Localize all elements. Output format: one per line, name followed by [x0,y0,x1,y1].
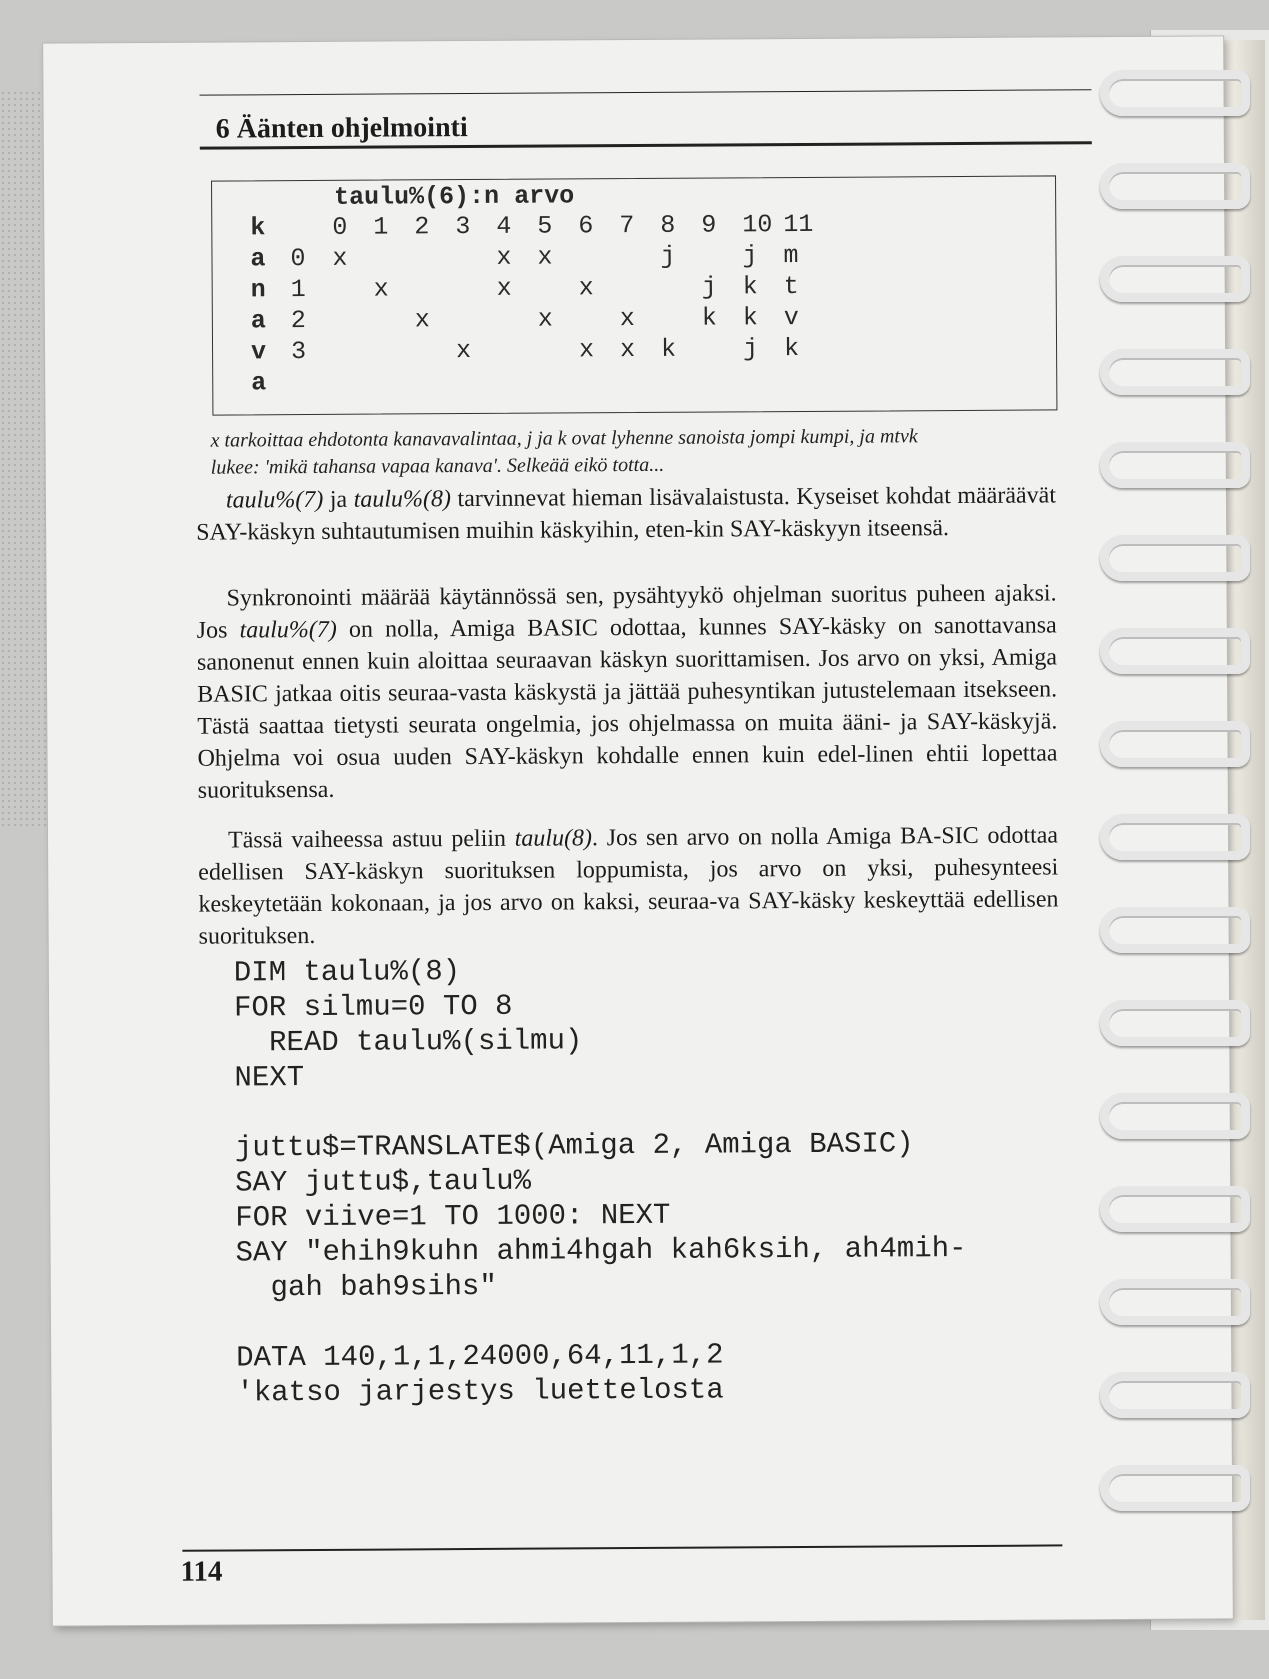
table-cell: k [701,303,717,333]
table-caption [211,422,1071,481]
p3-text-2: . Jos sen arvo on nolla Amiga BA-SIC odottaa edellisen SAY-käskyn suorituksen loppumista, jos arvo on yksi, puhesynteesi keskeytetään kokonaan, ja jos arvo on kaksi, seuraa-va SAY-käsky keskeyttää edellisen suorituksen. [198,822,1059,950]
inline-code-taulu7: taulu%(7) [239,616,337,644]
page-number: 114 [180,1555,223,1588]
spiral-coil [1100,721,1250,767]
column-header: 8 [660,210,676,240]
column-header: 6 [578,211,594,241]
table-cell: x [537,242,553,272]
chapter-title: 6 Äänten ohjelmointi [215,112,468,145]
p1-text-2: tarvinnevat hieman lisävalaistusta. Kyseiset kohdat määräävät SAY-käskyn suhtautumisen muihin käskyihin, eten-kin SAY-käskyyn itseensä. [196,482,1057,546]
paragraph-2 [196,577,1057,806]
spiral-coil [1100,814,1250,860]
column-header: 0 [332,212,348,242]
book-page [43,36,1233,1625]
column-header: 5 [537,211,553,241]
row-label: 1 [290,275,306,305]
spiral-coil [1100,1372,1250,1418]
caption-line-2: lukee: 'mikä tahansa vapaa kanava'. Selkeää eikö totta... [210,453,665,479]
table-cell: x [332,243,348,273]
row-label: 3 [290,337,307,367]
spiral-coil [1100,1000,1250,1046]
p2-text-1: Synkronointi määrää käytännössä sen, pysähtyykö ohjelman suoritus puheen ajaksi. Jos [196,580,1057,644]
side-label-letter: a [250,306,266,336]
code-line: DATA 140,1,1,24000,64,11,1,2 [236,1338,724,1375]
spiral-coil [1100,349,1250,395]
column-header: 4 [496,211,512,241]
table-cell: x [496,273,512,303]
spiral-binding [1100,60,1269,1620]
spiral-coil [1100,256,1250,302]
column-header: 1 [373,212,389,242]
spiral-coil [1100,628,1250,674]
p3-text-1: Tässä vaiheessa astuu peliin [227,825,515,854]
paragraph-1 [196,479,1056,548]
caption-line-1: x tarkoittaa ehdotonta kanavavalintaa, j ja k ovat lyhenne sanoista jompi kumpi, ja mtvk [210,425,918,452]
column-header: 10 [742,210,773,240]
table-cell: k [660,334,677,364]
table-cell: j [701,272,717,302]
footer-rule [182,1544,1062,1551]
table-cell: j [660,241,676,271]
code-line: FOR silmu=0 TO 8 [233,989,513,1025]
paragraph-3 [198,819,1059,952]
p1-text-1: ja [323,486,354,513]
side-label-letter: a [250,244,266,274]
table-cell: x [414,305,430,335]
side-label-letter: k [250,213,266,243]
code-line: 'katso jarjestys luettelosta [236,1373,724,1410]
code-line [236,1301,967,1340]
spiral-coil [1100,70,1250,116]
code-listing [234,951,968,1410]
row-label: 2 [290,306,306,336]
code-line: SAY "ehih9kuhn ahmi4hgah kah6ksih, ah4mih- [235,1232,967,1270]
code-line: gah bah9sihs" [235,1269,497,1305]
spiral-coil [1100,1465,1250,1511]
inline-code-taulu8: taulu%(8) [353,486,452,513]
channel-table [211,175,1057,415]
table-cell: x [578,273,594,303]
spiral-coil [1100,1093,1250,1139]
table-cell: x [373,274,389,304]
spiral-coil [1100,442,1250,488]
table-cell: x [619,335,636,365]
row-label: 0 [290,244,306,274]
code-line: FOR viive=1 TO 1000: NEXT [235,1198,671,1235]
spiral-coil [1100,163,1250,209]
table-cell: k [742,303,758,333]
side-label-letter: a [251,368,267,398]
table-cell: k [783,334,800,364]
code-line: SAY juttu$,taulu% [235,1164,532,1200]
code-line: READ taulu%(silmu) [234,1024,583,1060]
code-line: NEXT [234,1061,305,1095]
code-line: DIM taulu%(8) [233,955,461,990]
table-title: taulu%(6):n arvo [334,181,575,212]
spiral-coil [1100,535,1250,581]
table-cell: k [742,272,758,302]
side-label-letter: v [250,337,267,367]
table-cell: v [783,303,799,333]
table-cell: j [742,334,759,364]
column-header: 2 [414,212,430,242]
table-cell: j [742,241,758,271]
code-line: juttu$=TRANSLATE$(Amiga 2, Amiga BASIC) [234,1127,914,1165]
column-header: 3 [455,212,471,242]
spiral-coil [1100,1279,1250,1325]
spiral-coil [1100,1186,1250,1232]
column-header: 7 [619,211,635,241]
header-rule-top [199,89,1091,95]
table-cell: m [783,241,799,271]
column-header: 9 [701,210,717,240]
p2-text-2: on nolla, Amiga BASIC odottaa, kunnes SAY-käsky on sanottavansa sanonenut ennen kuin aloittaa seuraavan käskyn suorittamisen. Jos arvo on yksi, Amiga BASIC jatkaa oitis seuraa-vasta käskystä ja jättää puhesyntikan jutustelemaan itsekseen. Tästä saattaa tietysti seurata ongelmia, jos ohjelmassa on muita ääni- ja SAY-käskyjä. Ohjelma voi osua uuden SAY-käskyn kohdalle ennen kuin edel-linen ehtii lopettaa suorituksensa. [196,612,1058,804]
table-cell: x [578,335,595,365]
column-header: 11 [783,209,814,240]
spiral-coil [1100,907,1250,953]
table-cell: x [537,304,553,334]
table-cell: x [455,336,472,366]
table-cell: t [783,272,799,302]
inline-code-taulu8: taulu(8) [514,825,593,852]
inline-code-taulu7: taulu%(7) [225,486,324,514]
side-label-letter: n [250,275,266,305]
table-cell: x [619,304,635,334]
table-cell: x [496,242,512,272]
code-line [235,1091,966,1130]
